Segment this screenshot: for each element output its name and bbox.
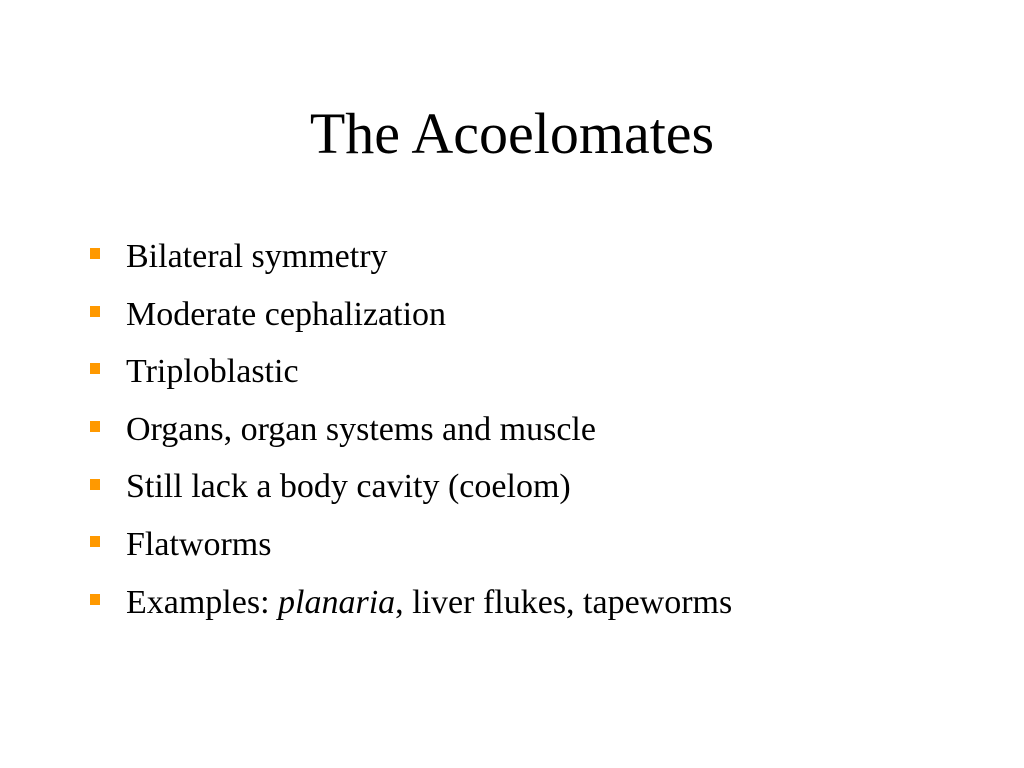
list-item — [90, 516, 732, 574]
list-item — [90, 574, 732, 632]
list-item — [90, 343, 732, 401]
bullet-text: Moderate cephalization — [126, 295, 447, 333]
square-bullet-icon — [90, 248, 100, 259]
bullet-text — [126, 574, 732, 632]
bullet-text: Triploblastic — [126, 353, 299, 391]
square-bullet-icon — [90, 594, 100, 605]
list-item — [90, 286, 732, 344]
list-item — [90, 401, 732, 459]
examples-suffix: , liver flukes, tapeworms — [395, 583, 733, 621]
bullet-text: Still lack a body cavity (coelom) — [126, 468, 571, 506]
list-item — [90, 458, 732, 516]
bullet-list — [90, 228, 732, 631]
list-item — [90, 228, 732, 286]
square-bullet-icon — [90, 306, 100, 317]
bullet-text: Flatworms — [126, 525, 272, 563]
square-bullet-icon — [90, 536, 100, 547]
bullet-text: Organs, organ systems and muscle — [126, 410, 596, 448]
square-bullet-icon — [90, 421, 100, 432]
square-bullet-icon — [90, 363, 100, 374]
examples-italic-term: planaria — [278, 583, 396, 621]
bullet-text: Bilateral symmetry — [126, 238, 388, 275]
square-bullet-icon — [90, 479, 100, 490]
slide-title: The Acoelomates — [309, 101, 715, 166]
examples-prefix: Examples: — [126, 583, 279, 621]
